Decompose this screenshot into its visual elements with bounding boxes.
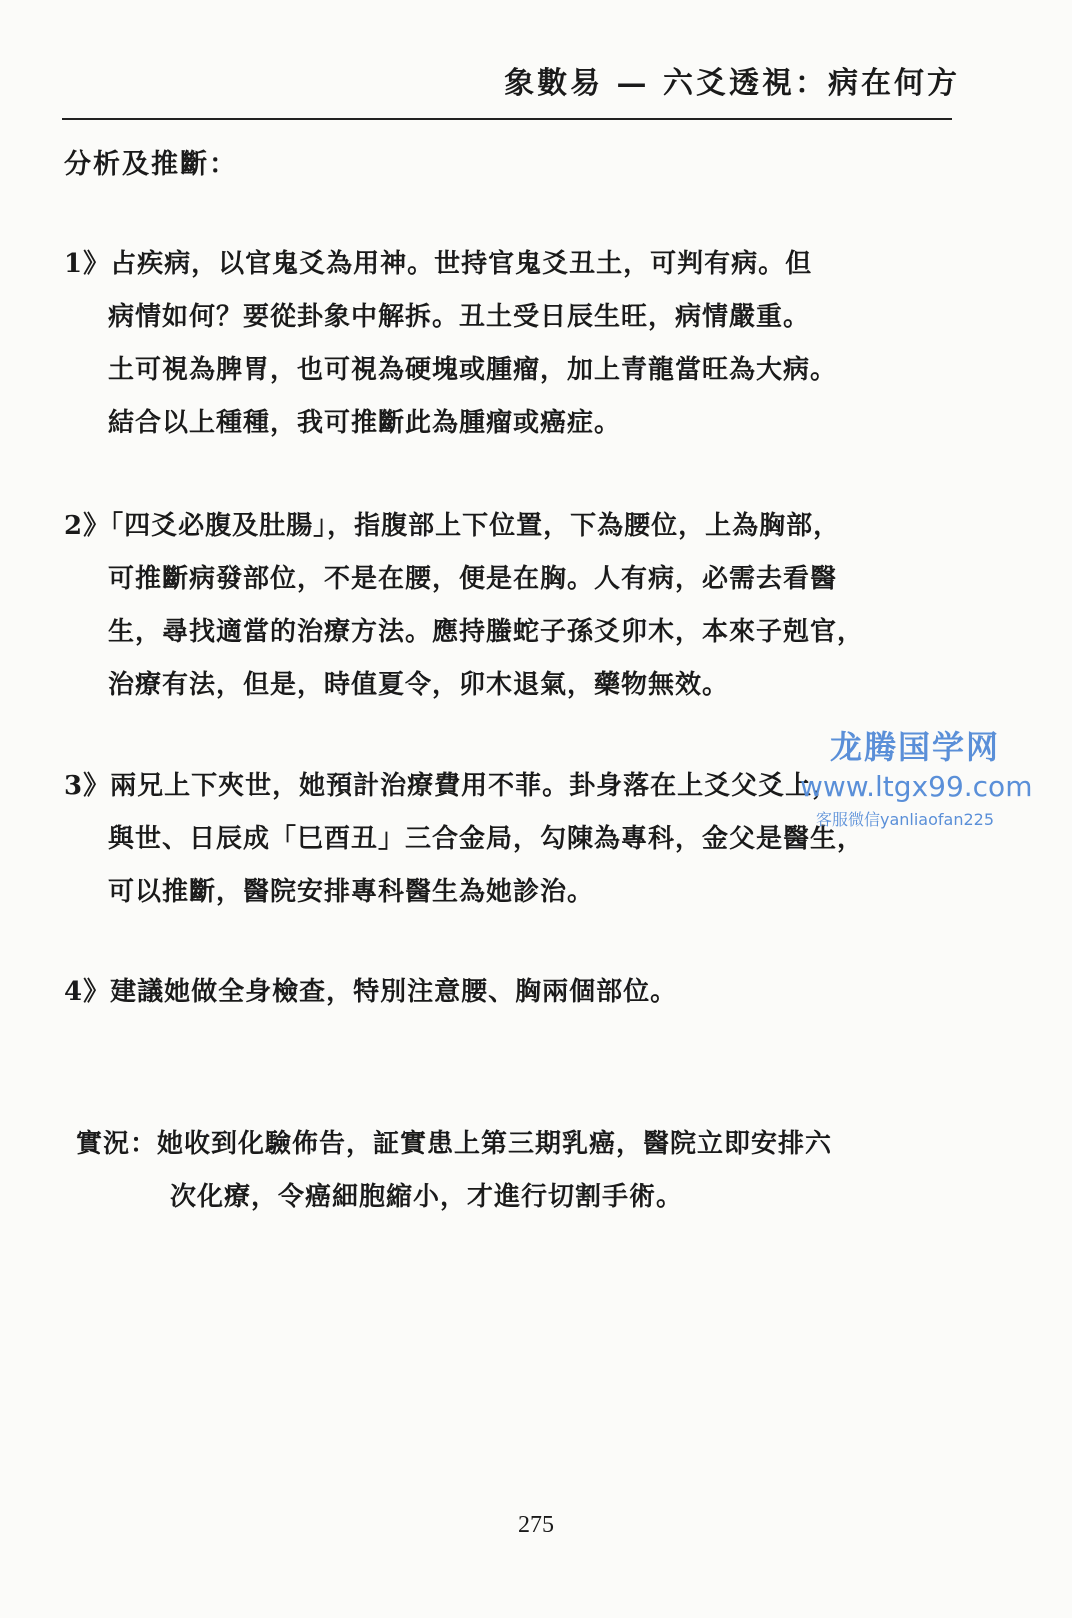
text-line: 結合以上種種，我可推斷此為腫瘤或癌症。: [108, 408, 622, 438]
section-heading: 分析及推斷：: [64, 149, 238, 180]
text-line: 1》占疾病，以官鬼爻為用神。世持官鬼爻丑土，可判有病。但: [64, 249, 813, 279]
text-line: 次化療，令癌細胞縮小，才進行切割手術。: [170, 1182, 684, 1212]
watermark-url: www.ltgx99.com: [800, 770, 1033, 803]
analysis-point-1: [64, 238, 954, 450]
text-line: 生，尋找適當的治療方法。應持螣蛇子孫爻卯木，本來子剋官，: [108, 617, 865, 647]
text-line: 與世、日辰成「巳酉丑」三合金局，勾陳為專科，金父是醫生，: [108, 824, 865, 854]
header-rule: [62, 118, 952, 120]
watermark: [800, 722, 1060, 830]
analysis-point-4: [64, 966, 954, 1019]
analysis-point-2: [64, 500, 954, 712]
text-line: 4》建議她做全身檢查，特別注意腰、胸兩個部位。: [64, 977, 678, 1007]
text-line: 可以推斷，醫院安排專科醫生為她診治。: [108, 877, 595, 907]
actual-outcome: [76, 1118, 966, 1224]
text-line: 治療有法，但是，時值夏令，卯木退氣，藥物無效。: [108, 670, 730, 700]
running-header: 象數易 — 六爻透視：病在何方: [504, 66, 960, 101]
text-line: 2》「四爻必腹及肚腸」，指腹部上下位置，下為腰位，上為胸部，: [64, 511, 841, 541]
watermark-title: 龙腾国学网: [830, 728, 1001, 766]
text-line: 土可視為脾胃，也可視為硬塊或腫瘤，加上青龍當旺為大病。: [108, 355, 838, 385]
text-line: 實況：她收到化驗佈告，証實患上第三期乳癌，醫院立即安排六: [76, 1129, 833, 1159]
text-line: 病情如何？要從卦象中解拆。丑土受日辰生旺，病情嚴重。: [108, 302, 811, 332]
watermark-contact: 客服微信yanliaofan225: [816, 810, 995, 829]
text-line: 3》兩兄上下夾世，她預計治療費用不菲。卦身落在上爻父爻上，: [64, 771, 840, 801]
text-line: 可推斷病發部位，不是在腰，便是在胸。人有病，必需去看醫: [108, 564, 838, 594]
page-number: 275: [518, 1512, 554, 1538]
